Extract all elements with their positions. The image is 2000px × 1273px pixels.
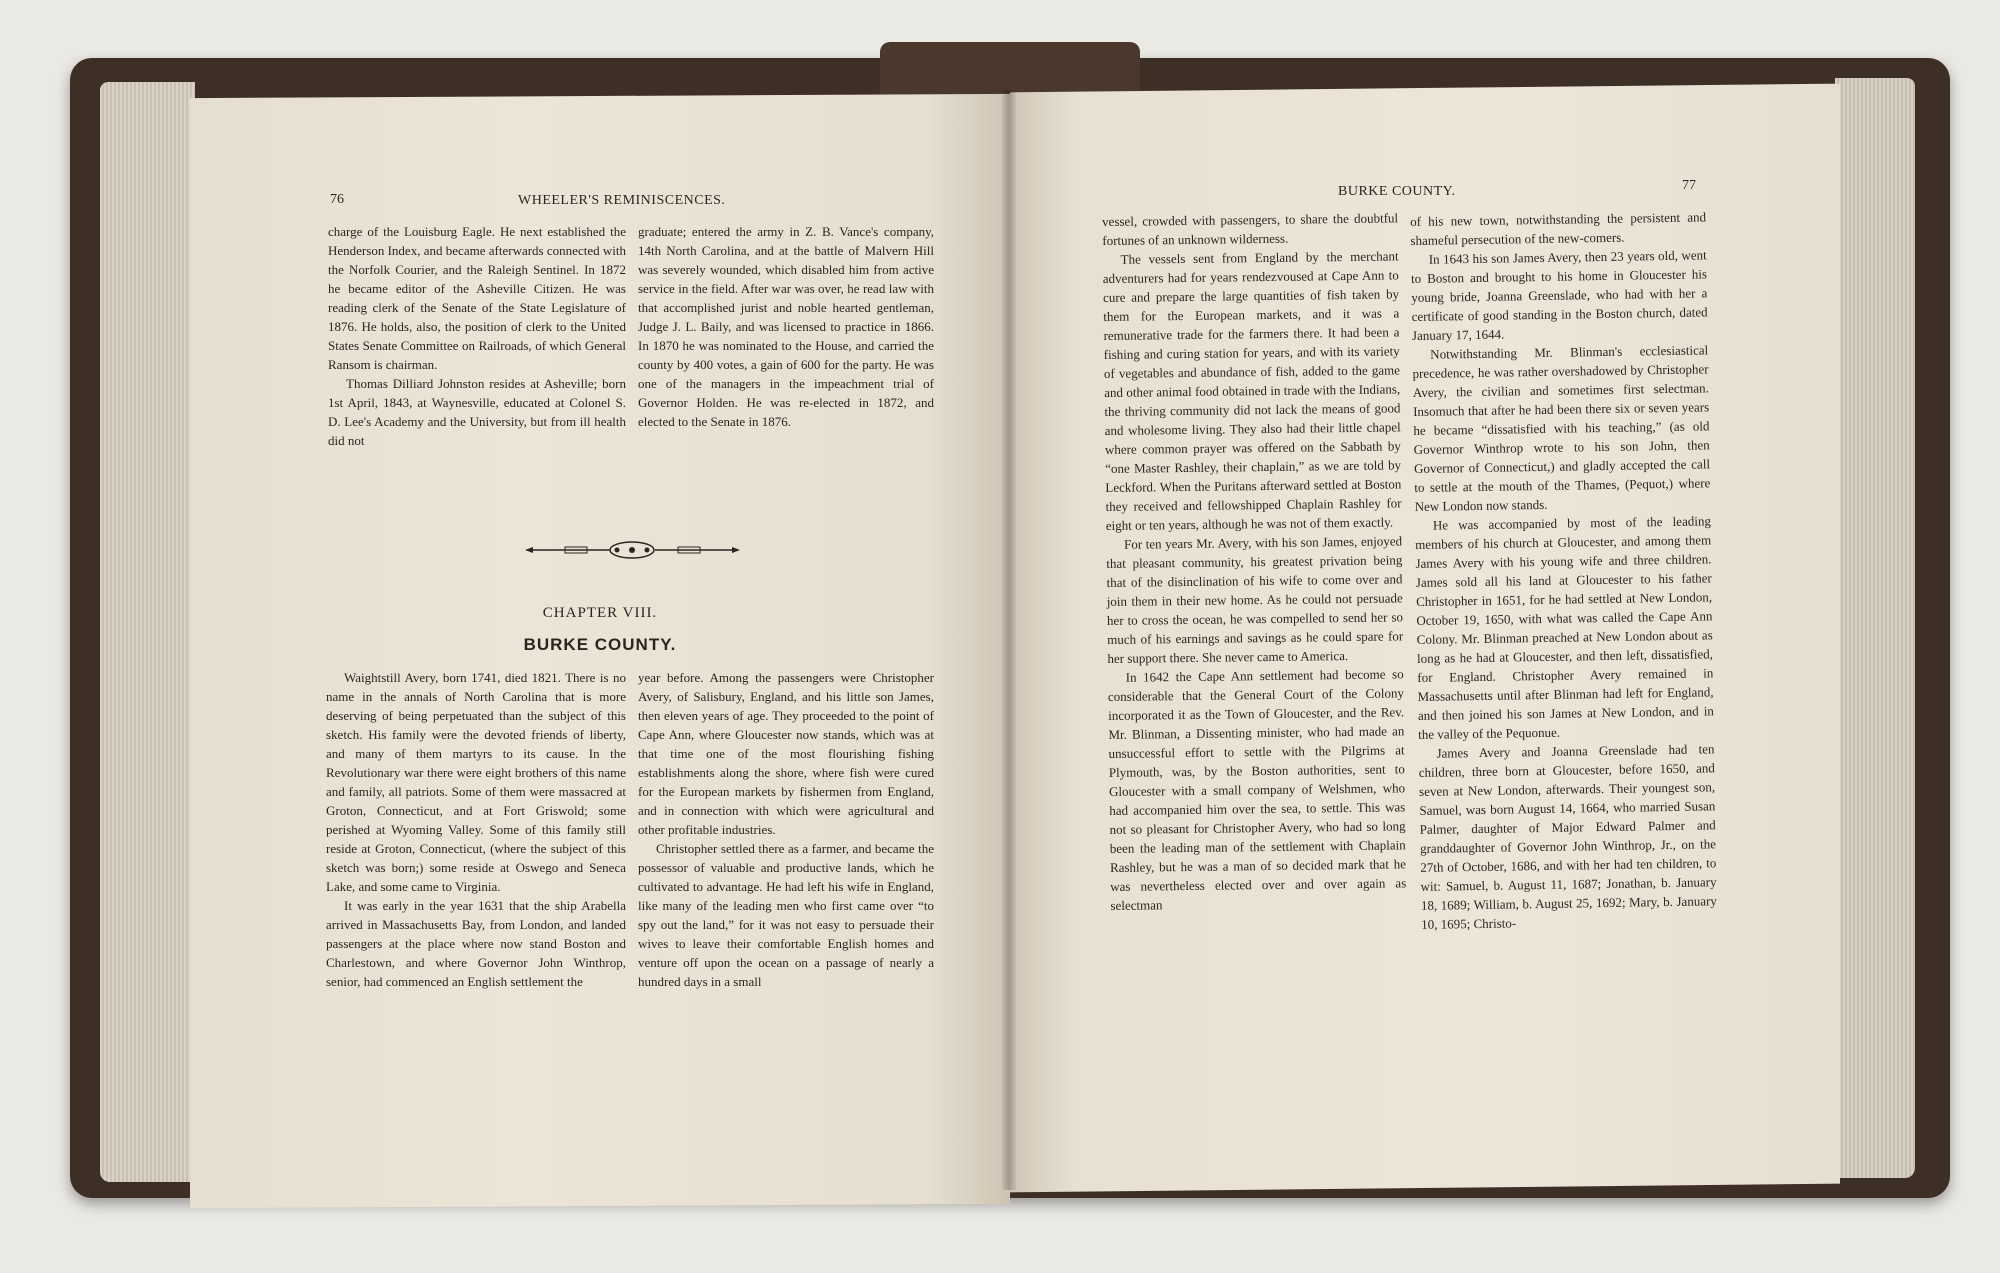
decorative-ornament [525,540,740,560]
left-top-column-2 [638,222,934,431]
page-edges-right [1835,78,1915,1178]
right-column-2 [1410,207,1717,934]
paragraph: Thomas Dilliard Johnston resides at Asheville; born 1st April, 1843, at Waynesville, educated at Colonel S. D. Lee's Academy and the University, but from ill health did not [328,376,626,448]
paragraph: The vessels sent from England by the merchant adventurers had for years rendezvoused at Cape Ann to cure and prepare the large quantities of fish taken by them for the European markets, and it was a remunerative trade for the farmers there. It had been a fishing and curing station for years, and with its variety of vegetables and abundance of fish, added to the game and other animal food obtained in trade with the Indians, the thriving community did not lack the means of good and wholesome living. They also had their little chapel where common prayer was offered on the Sabbath by “one Master Rashley, their chaplain,” as we are told by Leckford. When the Puritans afterward settled at Boston they received and fellowshipped Chaplain Rashley for eight or ten years, although he was not of them exactly. [1102,248,1402,533]
paragraph: Waightstill Avery, born 1741, died 1821. There is no name in the annals of North Carolina that is more deserving of being perpetuated than the subject of this sketch. His family were the devoted friends of liberty, and many of them martyrs to its cause. In the Revolutionary war there were eight brothers of this name and family, all patriots. Some of them were massacred at Groton, Connecticut, and at Fort Griswold; some perished at Wyoming Valley. Some of this family still reside at Groton, Connecticut, (where the subject of this sketch was born;) some reside at Oswego and Seneca Lake, and some came to Virginia. [326,670,626,894]
chapter-title: BURKE COUNTY. [523,635,677,654]
paragraph: year before. Among the passengers were Christopher Avery, of Salisbury, England, and his little son James, then eleven years of age. They proceeded to the point of Cape Ann, where Gloucester now stands, which was at that time one of the most flourishing fishing establishments along the shore, where fish were cured for the European markets by fishermen from England, and in connection with which were agricultural and other profitable industries. [638,670,934,837]
paragraph: Christopher settled there as a farmer, and became the possessor of valuable and productive lands, which he cultivated to advantage. He had left his wife in England, like many of the leading men who first came over “to spy out the land,” for it was not easy to persuade their wives to leave their comfortable English homes and venture off upon the ocean on a passage of nearly a hundred days in a small [638,841,934,989]
right-running-head: BURKE COUNTY. [1338,184,1456,199]
page-edges-left [100,82,195,1182]
left-bottom-column-2 [638,668,934,991]
paragraph: of his new town, notwithstanding the persistent and shameful persecution of the new-comers. [1410,209,1707,248]
right-column-1 [1102,208,1407,915]
left-bottom-column-1 [326,668,626,991]
paragraph: In 1642 the Cape Ann settlement had become so considerable that the General Court of the Colony incorporated it as the Town of Gloucester, and the Rev. Mr. Blinman, a Dissenting minister, who had made an unsuccessful effort to settle with the Pilgrims at Plymouth, was, by the Boston authorities, sent to Gloucester with a small company of Welshmen, who had accompanied him over the sea, to settle. This was not so pleasant for Christopher Avery, who had so long been the leading man of the settlement with Chaplain Rashley, but he was a man of so decided mark that he was nevertheless elected over and over again as selectman [1107,666,1407,913]
paragraph: graduate; entered the army in Z. B. Vance's company, 14th North Carolina, and at the battle of Malvern Hill was severely wounded, which disabled him from active service in the field. After war was over, he read law with that accomplished jurist and noble hearted gentleman, Judge J. L. Baily, and was licensed to practice in 1866. In 1870 he was nominated to the House, and carried the county by 400 votes, a gain of 600 for the party. He was one of the managers in the impeachment trial of Governor Holden. He was re-elected in 1872, and elected to the Senate in 1876. [638,224,934,429]
paragraph: Notwithstanding Mr. Blinman's ecclesiastical precedence, he was rather overshadowed by Christopher Avery, the civilian and sometimes first selectman. Insomuch that after he had been there six or seven years he became “dissatisfied with his teaching,” (as old Governor Winthrop wrote to his son John, then Governor of Connecticut,) and gladly accepted the call to settle at the mouth of the Thames, (Pequot,) where New London now stands. [1412,342,1711,514]
paragraph: It was early in the year 1631 that the ship Arabella arrived in Massachusetts Bay, from London, and landed passengers at the place where now stand Boston and Charlestown, and where Governor John Winthrop, senior, had commenced an English settlement the [326,898,626,989]
paragraph: James Avery and Joanna Greenslade had ten children, three born at Gloucester, before 1650, and seven at New London, afterwards. Their youngest son, Samuel, was born August 14, 1664, who married Susan Palmer, daughter of Major Edward Palmer and granddaughter of Governor John Winthrop, Jr., on the 27th of October, 1686, and with her had ten children, to wit: Samuel, b. August 11, 1687; Jonathan, b. January 18, 1689; William, b. August 25, 1692; Mary, b. January 10, 1695; Christo- [1418,741,1717,932]
left-page-number: 76 [330,192,344,207]
paragraph: charge of the Louisburg Eagle. He next established the Henderson Index, and became afterwards connected with the Norfolk Courier, and the Raleigh Sentinel. In 1872 he became editor of the Asheville Citizen. He was reading clerk of the Senate of the State Legislature of 1876. He holds, also, the position of clerk to the United States Senate Committee on Railroads, of which General Ransom is chairman. [328,224,626,372]
paragraph: For ten years Mr. Avery, with his son James, enjoyed that pleasant community, his greatest privation being that of the disinclination of his wife to come over and join them in their new home. As he could not persuade her to cross the ocean, he was compelled to send her so much of his earnings and savings as he could spare for her support there. She never came to America. [1106,533,1404,666]
right-page-number: 77 [1682,178,1696,193]
paragraph: In 1643 his son James Avery, then 23 years old, went to Boston and brought to his home in Gloucester his young bride, Joanna Greenslade, who had with her a certificate of good standing in the Boston church, dated January 17, 1644. [1410,247,1708,343]
left-running-head: WHEELER'S REMINISCENCES. [518,193,726,208]
chapter-number: CHAPTER VIII. [542,605,658,621]
paragraph: He was accompanied by most of the leading members of his church at Gloucester, and among them James Avery with his young wife and three children. James sold all his land at Gloucester to his father Christopher in 1651, for he had settled at New London, October 19, 1650, with what was called the Cape Ann Colony. Mr. Blinman preached at New London about as long as he had at Gloucester, and then left, dissatisfied, for England. Christopher Avery remained in Massachusetts until after Blinman had left for England, and then joined his son James at New London, and in the valley of the Pequonue. [1415,513,1714,742]
paragraph: vessel, crowded with passengers, to share the doubtful fortunes of an unknown wilderness. [1102,210,1399,248]
left-top-column-1 [328,222,626,450]
